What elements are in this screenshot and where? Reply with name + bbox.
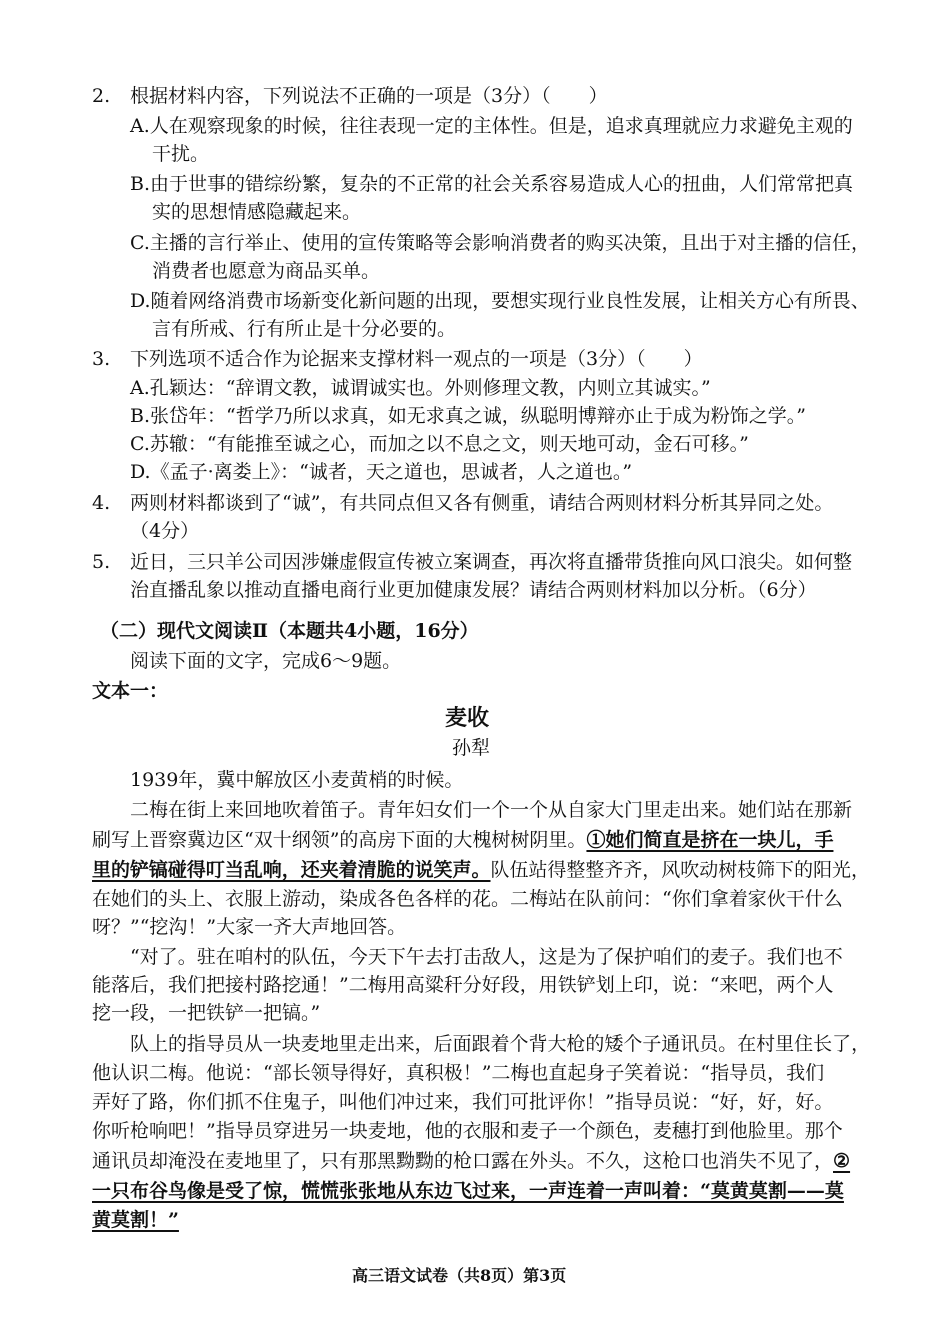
option-a: A.人在观察现象的时候，往往表现一定的主体性。但是，追求真理就应力求避免主观的 bbox=[130, 115, 853, 137]
paragraph-4-line-1: 队上的指导员从一块麦地里走出来，后面跟着个背大枪的矮个子通讯员。在村里住长了， bbox=[130, 1033, 871, 1055]
paragraph-2-line-5: 呀？”“挖沟！”大家一齐大声地回答。 bbox=[92, 916, 407, 938]
underlined-sentence-2-continued: 黄莫割！” bbox=[92, 1209, 179, 1231]
option-d: D.随着网络消费市场新变化新问题的出现，要想实现行业良性发展，让相关方心有所畏、 bbox=[130, 290, 870, 312]
option-c: C.苏辙：“有能推至诚之心，而加之以不息之文，则天地可动，金石可移。” bbox=[130, 433, 749, 455]
underlined-sentence-1: ①她们简直是挤在一块儿，手 bbox=[586, 829, 834, 851]
paragraph-4-line-3: 弄好了路，你们抓不住鬼子，叫他们冲过来，我们可批评你！”指导员说：“好，好，好。 bbox=[92, 1091, 834, 1113]
option-c-continued: 消费者也愿意为商品买单。 bbox=[152, 260, 381, 282]
option-a-continued: 干扰。 bbox=[152, 143, 210, 165]
underlined-sentence-1-continued: 里的铲镐碰得叮当乱响，还夹着清脆的说笑声。 bbox=[92, 859, 491, 881]
story-title: 麦收 bbox=[445, 705, 490, 731]
question-number: 2. bbox=[92, 85, 111, 107]
section-instruction: 阅读下面的文字，完成6～9题。 bbox=[130, 650, 402, 672]
question-number: 5. bbox=[92, 551, 111, 573]
question-stem: 根据材料内容，下列说法不正确的一项是（3分）（ ） bbox=[130, 85, 608, 107]
paragraph-3-line-3: 挖一段，一把铁铲一把镐。” bbox=[92, 1002, 321, 1024]
paragraph-1: 1939年，冀中解放区小麦黄梢的时候。 bbox=[130, 769, 464, 791]
question-stem: 下列选项不适合作为论据来支撑材料一观点的一项是（3分）（ ） bbox=[130, 348, 703, 370]
option-b-continued: 实的思想情感隐藏起来。 bbox=[152, 201, 362, 223]
option-b: B.张岱年：“哲学乃所以求真，如无求真之诚，纵聪明博辩亦止于成为粉饰之学。” bbox=[130, 405, 806, 427]
question-number: 4. bbox=[92, 492, 111, 514]
question-stem: 两则材料都谈到了“诚”，有共同点但又各有侧重，请结合两则材料分析其异同之处。 bbox=[130, 492, 834, 514]
underlined-sentence-2: 一只布谷鸟像是受了惊，慌慌张张地从东边飞过来，一声连着一声叫着：“莫黄莫割——莫 bbox=[92, 1180, 844, 1202]
option-d: D.《孟子·离娄上》：“诚者，天之道也，思诚者，人之道也。” bbox=[130, 461, 633, 483]
text-label: 文本一： bbox=[92, 680, 169, 702]
paragraph-text: 刷写上晋察冀边区“双十纲领”的高房下面的大槐树树阴里。 bbox=[92, 829, 587, 851]
paragraph-text: 通讯员却淹没在麦地里了，只有那黑黝黝的枪口露在外头。不久，这枪口也消失不见了， bbox=[92, 1150, 834, 1172]
page-footer: 高三语文试卷（共8页）第3页 bbox=[352, 1266, 567, 1285]
option-b: B.由于世事的错综纷繁，复杂的不正常的社会关系容易造成人心的扭曲，人们常常把真 bbox=[130, 173, 854, 195]
story-author: 孙犁 bbox=[452, 737, 491, 759]
section-heading: （二）现代文阅读Ⅱ（本题共4小题，16分） bbox=[100, 620, 479, 642]
paragraph-text: 队伍站得整整齐齐，风吹动树枝筛下的阳光， bbox=[490, 859, 871, 881]
paragraph-2-line-4: 在她们的头上、衣服上游动，染成各色各样的花。二梅站在队前问：“你们拿着家伙干什么 bbox=[92, 888, 843, 910]
option-d-continued: 言有所戒、行有所止是十分必要的。 bbox=[152, 318, 457, 340]
paragraph-2-line-3 bbox=[92, 856, 870, 884]
underlined-sentence-2-marker: ② bbox=[833, 1150, 851, 1172]
question-score: （4分） bbox=[130, 520, 200, 542]
question-stem: 近日，三只羊公司因涉嫌虚假宣传被立案调查，再次将直播带货推向风口浪尖。如何整 bbox=[130, 551, 853, 573]
option-a: A.孔颖达：“辞谓文教，诚谓诚实也。外则修理文教，内则立其诚实。” bbox=[130, 377, 711, 399]
paragraph-4-line-4: 你听枪响吧！”指导员穿进另一块麦地，他的衣服和麦子一个颜色，麦穗打到他脸里。那个 bbox=[92, 1120, 843, 1142]
option-c: C.主播的言行举止、使用的宣传策略等会影响消费者的购买决策，且出于对主播的信任， bbox=[130, 232, 870, 254]
question-number: 3. bbox=[92, 348, 111, 370]
paragraph-3-line-1: “对了。驻在咱村的队伍，今天下午去打击敌人，这是为了保护咱们的麦子。我们也不 bbox=[130, 946, 843, 968]
paragraph-4-line-2: 他认识二梅。他说：“部长领导得好，真积极！”二梅也直起身子笑着说：“指导员，我们 bbox=[92, 1062, 825, 1084]
paragraph-2-line-2 bbox=[92, 826, 833, 854]
question-stem-continued: 治直播乱象以推动直播电商行业更加健康发展？请结合两则材料加以分析。（6分） bbox=[130, 579, 817, 601]
paragraph-4-line-5 bbox=[92, 1147, 850, 1175]
paragraph-2-line-1: 二梅在街上来回地吹着笛子。青年妇女们一个一个从自家大门里走出来。她们站在那新 bbox=[130, 799, 853, 821]
paragraph-3-line-2: 能落后，我们把接村路挖通！”二梅用高粱秆分好段，用铁铲划上印，说：“来吧，两个人 bbox=[92, 974, 834, 996]
